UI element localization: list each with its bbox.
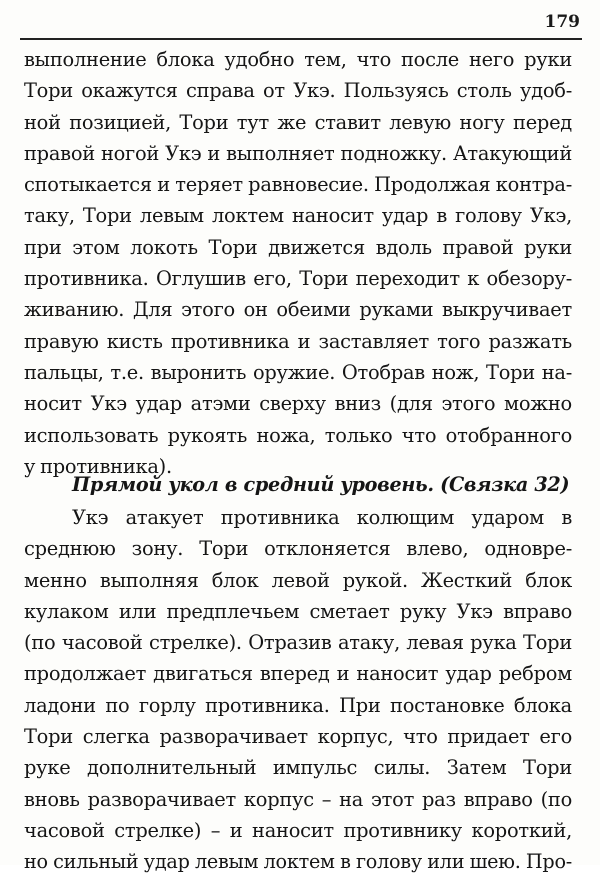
text-line: ной позицией, Тори тут же ставит левую ногу перед (24, 110, 572, 134)
text-line: использовать рукоять ножа, только что отобранного (24, 423, 572, 447)
text-line: спотыкается и теряет равновесие. Продолжая контра- (24, 173, 572, 197)
text-line: Тори окажутся справа от Укэ. Пользуясь столь удоб- (24, 79, 572, 103)
text-line: часовой стрелке) – и наносит противнику короткий, (24, 818, 572, 842)
text-line: выполнение блока удобно тем, что после него руки (24, 48, 572, 71)
paragraph-2 (24, 502, 572, 878)
text-line: менно выполняя блок левой рукой. Жесткий блок (24, 568, 572, 592)
text-line: у противника). (24, 454, 172, 478)
text-line: Укэ атакует противника колющим ударом в (72, 506, 572, 529)
text-line: противника. Оглушив его, Тори переходит к обезору- (24, 267, 572, 291)
text-line: но сильный удар левым локтем в голову или шею. Про- (24, 850, 572, 874)
text-line: живанию. Для этого он обеими руками выкручивает (24, 298, 572, 322)
paragraph-1 (24, 44, 572, 482)
text-line: таку, Тори левым локтем наносит удар в голову Укэ, (24, 204, 572, 228)
text-line: кулаком или предплечьем сметает руку Укэ вправо (24, 599, 572, 623)
text-line: при этом локоть Тори движется вдоль правой руки (24, 235, 572, 259)
page-number: 179 (544, 12, 580, 32)
text-line: руке дополнительный импульс силы. Затем Тори (24, 756, 572, 780)
text-line: (по часовой стрелке). Отразив атаку, левая рука Тори (24, 631, 572, 655)
text-line: вновь разворачивает корпус – на этот раз вправо (по (24, 787, 572, 811)
text-line: правую кисть противника и заставляет того разжать (24, 329, 572, 353)
section-heading-wrap (24, 469, 572, 500)
text-line: продолжает двигаться вперед и наносит удар ребром (24, 662, 572, 686)
text-line: правой ногой Укэ и выполняет подножку. Атакующий (24, 141, 572, 165)
text-line: среднюю зону. Тори отклоняется влево, одновре- (24, 537, 572, 561)
header-rule (20, 38, 582, 40)
text-line: ладони по горлу противника. При постановке блока (24, 693, 572, 717)
text-line: пальцы, т.е. выронить оружие. Отобрав нож, Тори на- (24, 360, 572, 384)
section-heading: Прямой укол в средний уровень. (Связка 32) (72, 473, 570, 496)
text-line: Тори слегка разворачивает корпус, что придает его (24, 725, 572, 749)
text-line: носит Укэ удар атэми сверху вниз (для этого можно (24, 392, 572, 416)
